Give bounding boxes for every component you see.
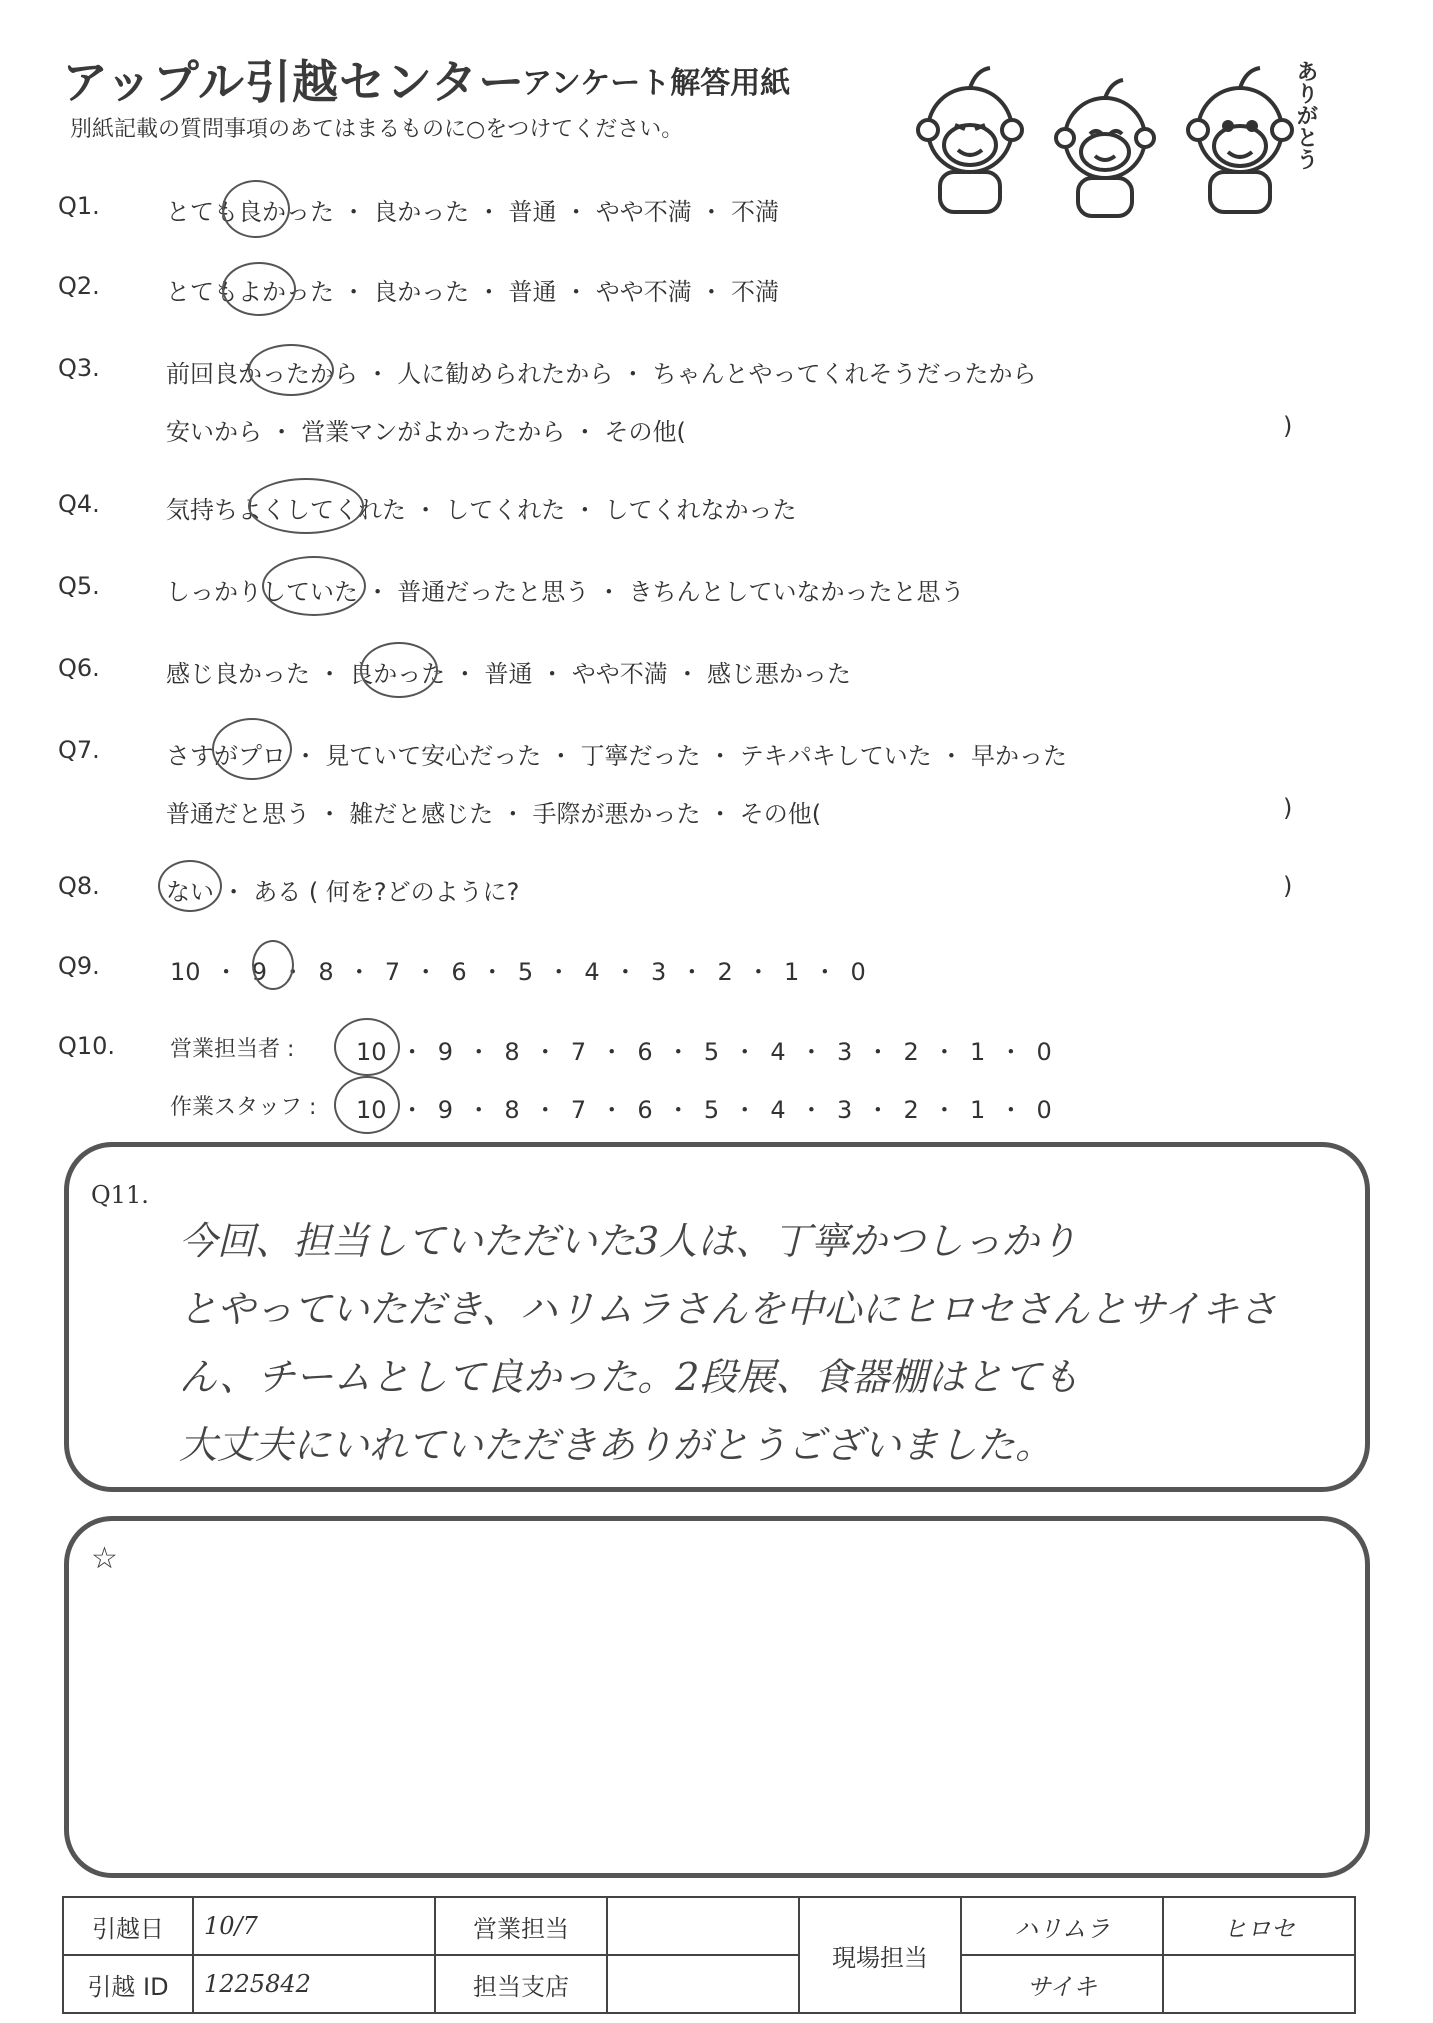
instruction-text: 別紙記載の質問事項のあてはまるものに○をつけてください。 [70,117,684,142]
q9-scale: 10 ・ 9 ・ 8 ・ 7 ・ 6 ・ 5 ・ 4 ・ 3 ・ 2 ・ 1 ・ 0 [170,958,866,986]
site-staff-2: ヒロセ [1163,1897,1355,1955]
company-title: アップル引越センター [62,55,526,109]
q4-label: Q4. [58,490,100,518]
mascot-illustration [900,50,1320,230]
q11-line-3: ん、チームとして良かった。2段展、食器棚はとても [179,1355,1080,1399]
footer-info-table [62,1896,1356,2014]
q11-handwritten-comment [179,1207,1359,1479]
q4-answer-circle [248,478,364,534]
star-comment-box [64,1516,1370,1878]
q7-label: Q7. [58,736,100,764]
site-staff-label: 現場担当 [799,1897,961,2013]
move-date-value: 10/7 [193,1897,435,1955]
branch-value [607,1955,799,2013]
q3-close-paren: ) [1283,412,1293,440]
q8-answer-circle [158,860,222,912]
site-staff-1: ハリムラ [961,1897,1163,1955]
mascot-caption: ありがとう [1293,60,1318,170]
q8-label: Q8. [58,872,100,900]
q7-options-line1: さすがプロ ・ 見ていて安心だった ・ 丁寧だった ・ テキパキしていた ・ 早かった [166,742,1068,770]
q2-answer-circle [222,262,296,316]
q11-line-1: 今回、担当していただいた3人は、丁寧かつしっかり [179,1219,1078,1263]
q8-options: ない ・ ある ( 何を?どのように? [166,878,520,906]
site-staff-4 [1163,1955,1355,2013]
q11-line-2: とやっていただき、ハリムラさんを中心にヒロセさんとサイキさ [179,1287,1277,1331]
q6-options: 感じ良かった ・ 良かった ・ 普通 ・ やや不満 ・ 感じ悪かった [166,660,852,688]
q10-staff-answer-circle [334,1076,400,1134]
q3-options-line2: 安いから ・ 営業マンがよかったから ・ その他( [166,418,686,446]
q5-options: しっかりしていた ・ 普通だったと思う ・ きちんとしていなかったと思う [166,578,965,606]
q3-options-line1: 前回良かったから ・ 人に勧められたから ・ ちゃんとやってくれそうだったから [166,360,1037,388]
move-id-label: 引越 ID [63,1955,193,2013]
q11-label: Q11. [91,1181,149,1209]
q3-answer-circle [248,344,334,396]
q7-answer-circle [212,718,292,780]
q10-sales-scale: 10 ・ 9 ・ 8 ・ 7 ・ 6 ・ 5 ・ 4 ・ 3 ・ 2 ・ 1 ・ 0 [356,1038,1052,1066]
q11-line-4: 大丈夫にいれていただきありがとうございました。 [179,1423,1054,1467]
q10-staff-label: 作業スタッフ : [170,1095,317,1120]
site-staff-3: サイキ [961,1955,1163,2013]
q1-options: とても良かった ・ 良かった ・ 普通 ・ やや不満 ・ 不満 [166,198,780,226]
q10-label: Q10. [58,1032,116,1060]
q2-label: Q2. [58,272,100,300]
q1-answer-circle [222,180,290,238]
q7-options-line2: 普通だと思う ・ 雑だと感じた ・ 手際が悪かった ・ その他( [166,800,822,828]
move-id-value: 1225842 [193,1955,435,2013]
q1-label: Q1. [58,192,100,220]
q5-answer-circle [262,556,366,616]
star-icon: ☆ [91,1541,118,1576]
branch-label: 担当支店 [435,1955,607,2013]
q8-close-paren: ) [1283,872,1293,900]
q9-answer-circle [252,940,294,990]
form-title: アンケート解答用紙 [522,66,791,101]
q10-sales-answer-circle [334,1018,400,1076]
q7-close-paren: ) [1283,794,1293,822]
sales-rep-value [607,1897,799,1955]
q6-answer-circle [360,642,438,698]
q2-options: とてもよかった ・ 良かった ・ 普通 ・ やや不満 ・ 不満 [166,278,780,306]
move-date-label: 引越日 [63,1897,193,1955]
q10-sales-label: 営業担当者 : [170,1037,295,1062]
q6-label: Q6. [58,654,100,682]
q10-staff-scale: 10 ・ 9 ・ 8 ・ 7 ・ 6 ・ 5 ・ 4 ・ 3 ・ 2 ・ 1 ・ 0 [356,1096,1052,1124]
q3-label: Q3. [58,354,100,382]
q9-label: Q9. [58,952,100,980]
q5-label: Q5. [58,572,100,600]
sales-rep-label: 営業担当 [435,1897,607,1955]
q11-comment-box [64,1142,1370,1492]
q4-options: 気持ちよくしてくれた ・ してくれた ・ してくれなかった [166,496,797,524]
